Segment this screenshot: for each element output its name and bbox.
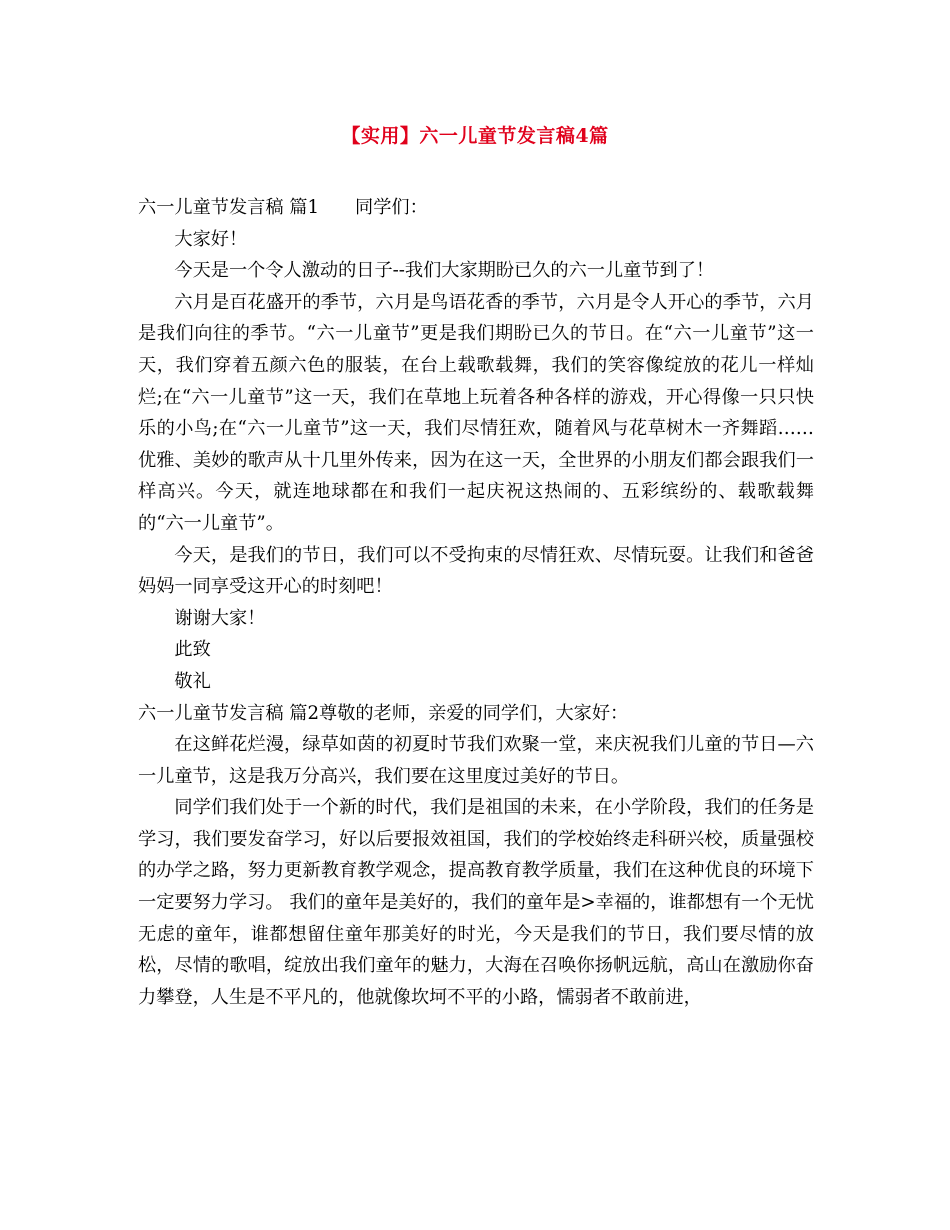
section-1-paragraph: 谢谢大家！ bbox=[174, 607, 266, 629]
section-2-header-line bbox=[138, 698, 814, 730]
section-2-salutation: 尊敬的老师，亲爱的同学们，大家好： bbox=[319, 702, 629, 724]
section-1-salutation: 同学们： bbox=[355, 197, 428, 218]
section-1-paragraph: 此致 bbox=[174, 639, 211, 661]
section-1-paragraph: 今天，是我们的节日，我们可以不受拘束的尽情狂欢、尽情玩耍。让我们和爸爸妈妈一同享受这开心的时刻吧！ bbox=[138, 544, 814, 598]
document-body bbox=[138, 192, 814, 1013]
section-2-paragraph: 同学们我们处于一个新的时代，我们是祖国的未来，在小学阶段，我们的任务是学习，我们要发奋学习，好以后要报效祖国，我们的学校始终走科研兴校，质量强校的办学之路，努力更新教育教学观念，提高教育教学质量，我们在这种优良的环境下一定要努力学习。 我们的童年是美好的，我们的童年是>幸福的，谁都想有一个无忧无虑的童年，谁都想留住童年那美好的时光，今天是我们的节日，我们要尽情的放松，尽情的歌唱，绽放出我们童年的魅力，大海在召唤你扬帆远航，高山在激励你奋力攀登，人生是不平凡的，他就像坎坷不平的小路，懦弱者不敢前进， bbox=[138, 797, 814, 1008]
section-1-heading: 六一儿童节发言稿 篇1 bbox=[138, 197, 320, 218]
section-1-paragraph: 大家好！ bbox=[174, 228, 248, 250]
section-1-paragraph: 今天是一个令人激动的日子--我们大家期盼已久的六一儿童节到了！ bbox=[174, 260, 715, 282]
section-1-header-line bbox=[138, 192, 814, 224]
document-title: 【实用】六一儿童节发言稿4篇 bbox=[341, 125, 609, 147]
section-1-paragraph: 六月是百花盛开的季节，六月是鸟语花香的季节，六月是令人开心的季节，六月是我们向往的季节。“六一儿童节”更是我们期盼已久的节日。在“六一儿童节”这一天，我们穿着五颜六色的服装，在台上载歌载舞，我们的笑容像绽放的花儿一样灿烂;在“六一儿童节”这一天，我们在草地上玩着各种各样的游戏，开心得像一只只快乐的小鸟;在“六一儿童节”这一天，我们尽情狂欢，随着风与花草树木一齐舞蹈……优雅、美妙的歌声从十几里外传来，因为在这一天，全世界的小朋友们都会跟我们一样高兴。今天，就连地球都在和我们一起庆祝这热闹的、五彩缤纷的、载歌载舞的“六一儿童节”。 bbox=[138, 291, 814, 534]
section-2-heading: 六一儿童节发言稿 篇2 bbox=[138, 702, 320, 724]
section-1-paragraph: 敬礼 bbox=[174, 670, 211, 692]
section-2-paragraph: 在这鲜花烂漫，绿草如茵的初夏时节我们欢聚一堂，来庆祝我们儿童的节日—六一儿童节，这是我万分高兴，我们要在这里度过美好的节日。 bbox=[138, 734, 814, 787]
